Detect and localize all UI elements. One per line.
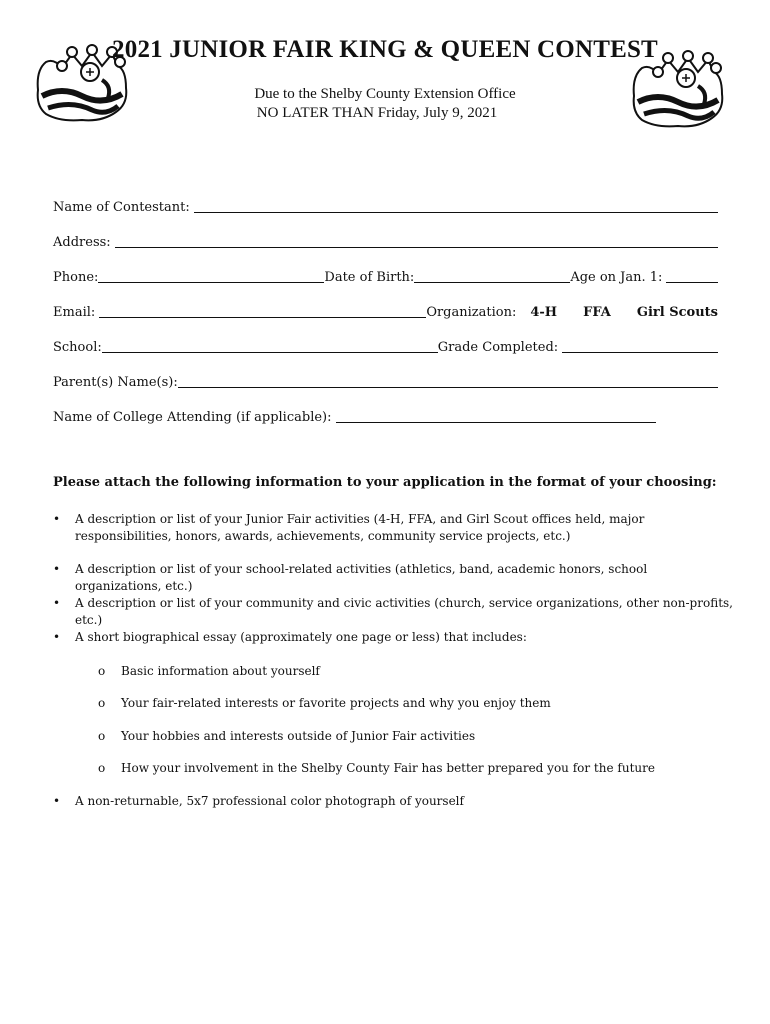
sub-bullet-text: How your involvement in the Shelby County Fair has better prepared you for the future <box>121 761 655 775</box>
bullet-text: A non-returnable, 5x7 professional color photograph of yourself <box>75 794 464 808</box>
bullet-text: A description or list of your community and civic activities (church, service organizations, other non-profits, etc.) <box>75 596 733 627</box>
college-label: Name of College Attending (if applicable): <box>53 410 332 425</box>
age-label: Age on Jan. 1: <box>570 270 663 285</box>
college-field[interactable] <box>336 408 656 423</box>
org-option-girl-scouts[interactable]: Girl Scouts <box>636 305 718 320</box>
bullet-mark: • <box>53 596 61 610</box>
address-label: Address: <box>53 235 111 250</box>
sub-bullet-text: Your hobbies and interests outside of Junior Fair activities <box>121 729 476 743</box>
deadline-line: NO LATER THAN Friday, July 9, 2021 <box>256 105 498 121</box>
email-label: Email: <box>53 305 96 320</box>
bullet-text: A short biographical essay (approximately one page or less) that includes: <box>75 630 527 644</box>
sub-bullet-text: Your fair-related interests or favorite projects and why you enjoy them <box>121 696 551 710</box>
bullet-mark: • <box>53 630 61 644</box>
grade-label: Grade Completed: <box>437 340 559 355</box>
bullet-mark: • <box>53 512 61 526</box>
phone-field[interactable] <box>98 268 324 283</box>
parents-row <box>53 370 718 390</box>
school-row <box>53 335 718 355</box>
school-label: School: <box>53 340 102 355</box>
page-title: 2021 JUNIOR FAIR KING & QUEEN CONTEST <box>112 36 658 63</box>
bullet-mark: • <box>53 794 61 808</box>
sub-bullet-mark: o <box>98 761 106 775</box>
college-row <box>53 405 718 425</box>
bullet-text: A description or list of your school-related activities (athletics, band, academic honors, school organizations, etc.) <box>75 562 648 593</box>
sub-bullet-mark: o <box>98 696 106 710</box>
bullet-mark: • <box>53 562 61 576</box>
email-field[interactable] <box>99 303 426 318</box>
sub-bullet-mark: o <box>98 729 106 743</box>
parents-field[interactable] <box>178 373 718 388</box>
org-option-4h[interactable]: 4-H <box>530 305 558 320</box>
contestant-field[interactable] <box>194 198 718 213</box>
parents-label: Parent(s) Name(s): <box>53 375 178 390</box>
org-option-ffa[interactable]: FFA <box>583 305 611 320</box>
bullet-text: A description or list of your Junior Fair activities (4-H, FFA, and Girl Scout offices held, major responsibilities, honors, awards, achievements, community service projects, etc.) <box>75 512 645 543</box>
phone-label: Phone: <box>53 270 99 285</box>
contestant-label: Name of Contestant: <box>53 200 190 215</box>
organization-label: Organization: <box>426 305 517 320</box>
due-office-line: Due to the Shelby County Extension Office <box>254 86 516 102</box>
sub-bullet-mark: o <box>98 664 106 678</box>
address-row <box>53 230 718 250</box>
email-row <box>53 300 718 320</box>
sub-bullet-text: Basic information about yourself <box>121 664 320 678</box>
dob-label: Date of Birth: <box>324 270 415 285</box>
grade-field[interactable] <box>562 338 718 353</box>
dob-field[interactable] <box>414 268 570 283</box>
contestant-row <box>53 195 718 215</box>
phone-row <box>53 265 718 285</box>
age-field[interactable] <box>666 268 718 283</box>
address-field[interactable] <box>115 233 718 248</box>
instructions-heading: Please attach the following information to your application in the format of your choosing: <box>53 475 717 490</box>
school-field[interactable] <box>102 338 438 353</box>
